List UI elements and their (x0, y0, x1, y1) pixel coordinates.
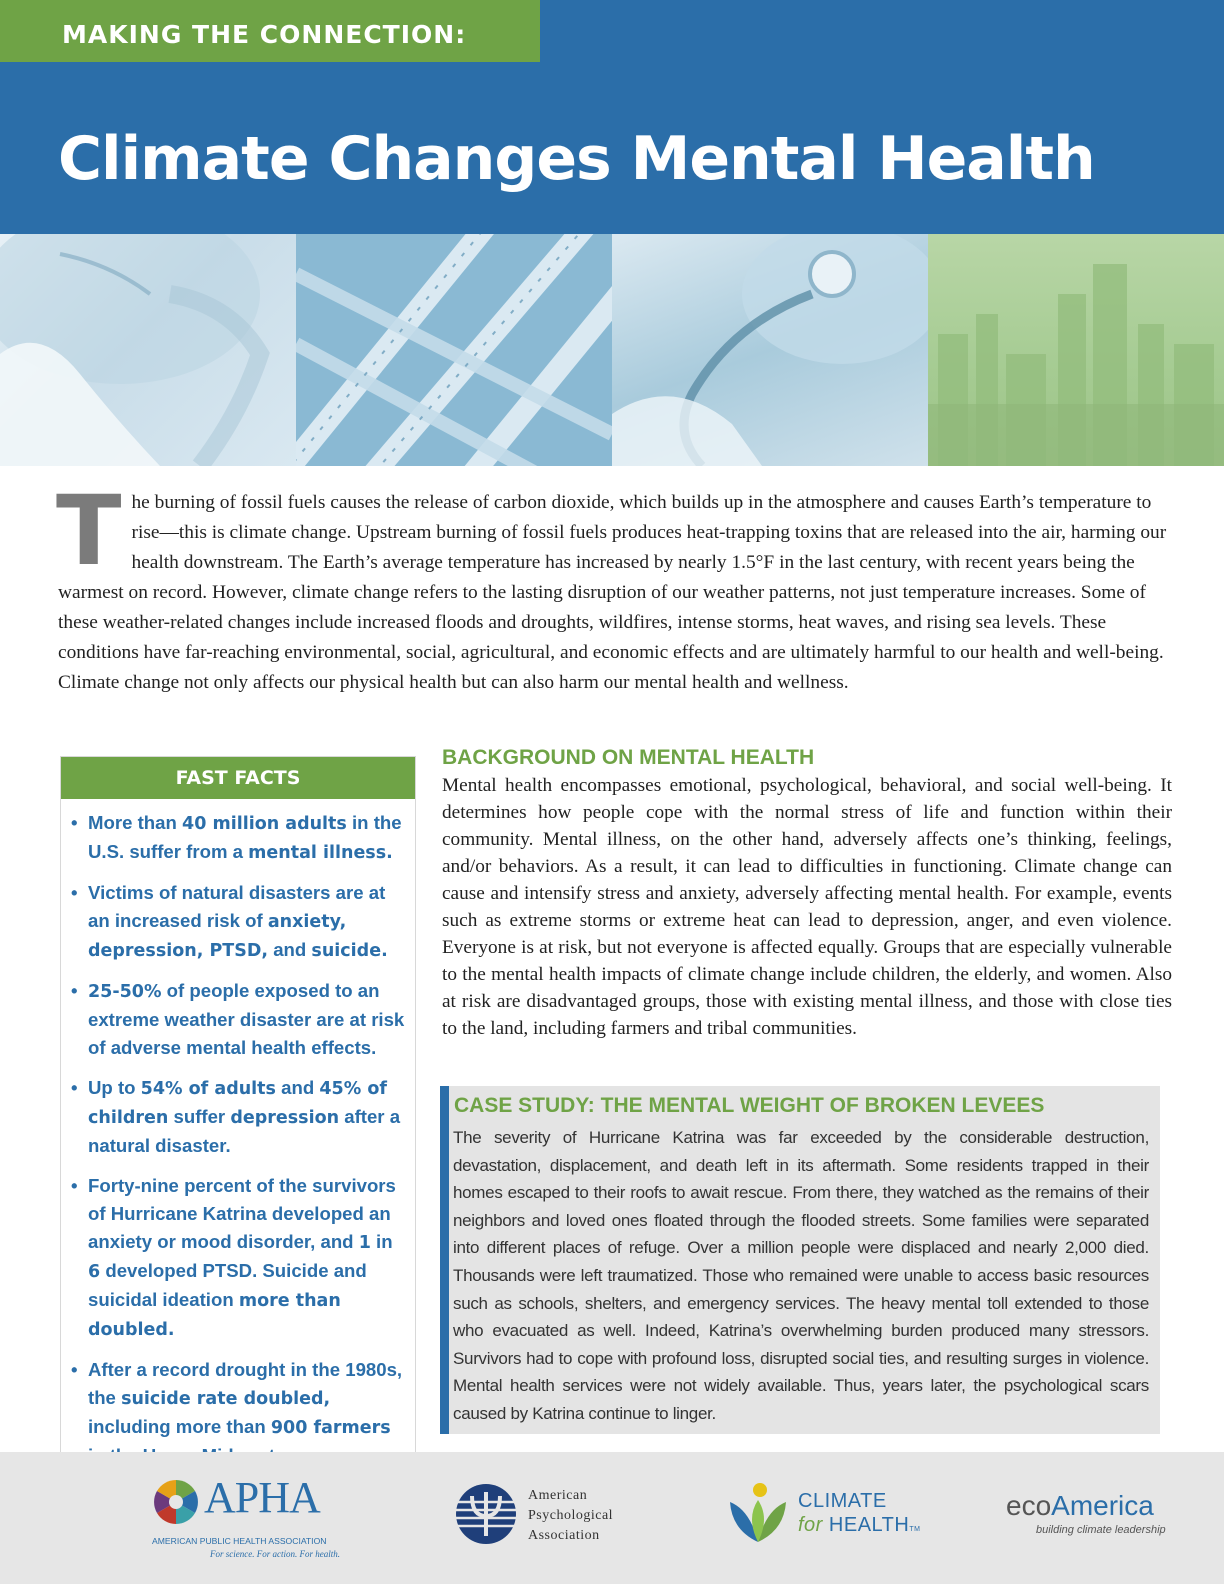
fact-item: • Victims of natural disasters are at an increased risk of anxiety, depression, PTSD, and suicide. (71, 879, 405, 965)
fact-item: • 25-50% of people exposed to an extreme weather disaster are at risk of adverse mental health effects. (71, 977, 405, 1062)
fast-facts-title: FAST FACTS (61, 757, 415, 799)
footer-logos (0, 1452, 1224, 1584)
climate-for-health-leaf-icon (726, 1480, 790, 1546)
photo-smoggy-city (928, 234, 1224, 466)
photo-stethoscope (612, 234, 928, 466)
case-study-accent-bar (440, 1086, 449, 1434)
case-study-heading: CASE STUDY: THE MENTAL WEIGHT OF BROKEN LEVEES (454, 1094, 1045, 1117)
apha-name: APHA (204, 1473, 320, 1522)
apa-name: American Psychological Association (528, 1488, 614, 1543)
photo-strip (0, 234, 1224, 466)
ecoamerica-tagline: building climate leadership (1036, 1524, 1166, 1536)
kicker-band (0, 0, 540, 62)
climate-for-health-logo (726, 1478, 936, 1548)
photo-highway-overpass (296, 234, 612, 466)
fact-item: • Forty-nine percent of the survivors of Hurricane Katrina developed an anxiety or mood disorder, and 1 in 6 developed PTSD. Suicide and suicidal ideation more than doubled. (71, 1172, 405, 1344)
photo-highway-illustration (296, 234, 612, 466)
apha-pinwheel-icon (152, 1478, 200, 1526)
fact-item: • After a record drought in the 1980s, the suicide rate doubled, including more than 900 farmers (71, 1356, 405, 1470)
fast-facts-box (60, 756, 416, 1456)
fact-item: • Up to 54% of adults and 45% of children suffer depression after a natural disaster. (71, 1074, 405, 1160)
photo-stethoscope-illustration (612, 234, 928, 466)
apha-logo (152, 1474, 352, 1558)
intro-paragraph (56, 475, 1170, 698)
case-study-text: The severity of Hurricane Katrina was far exceeded by the considerable destruction, devastation, displacement, and death left in its aftermath. Some residents trapped in their homes escaped to their roofs to await rescue. From there, they watched as the remains of their neighbors and loved ones floated through the flooded streets. Some families were separated into different places of refuge. Over a million people were displaced and nearly 2,000 died. Thousands were left traumatized. Those who remained were unable to access basic resources such as schools, shelters, and emergency services. The heavy mental toll extended to those who evacuated as well. Indeed, Katrina’s overwhelming burden produced many stressors. Survivors had to cope with profound loss, disrupted social ties, and resulting surges in violence. Mental health services were not widely available. Thus, years later, the psychological scars caused by Katrina continue to linger. (453, 1128, 1149, 1423)
background-text: Mental health encompasses emotional, psychological, behavioral, and social well-being. It determines how people cope with the normal stress of life and function within their community. Mental illness, on the other hand, adversely affects one’s thinking, feelings, and/or behaviors. As a result, it can lead to difficulties in functioning. Climate change can cause and intensify stress and anxiety, adversely affecting mental health. For example, events such as extreme storms or extreme heat can lead to depression, anger, and even violence. Everyone is at risk, but not everyone is affected equally. Groups that are especially vulnerable to the mental health impacts of climate change include children, the elderly, and women. Also at risk are disadvantaged groups, those with existing mental illness, and those with close ties to the land, including farmers and tribal communities. (442, 775, 1172, 1039)
ecoamerica-name: ecoAmerica (1006, 1490, 1154, 1521)
drop-cap: T (56, 475, 122, 587)
photo-city-illustration (928, 234, 1224, 466)
ecoamerica-logo (1006, 1490, 1176, 1540)
cfh-line1: CLIMATE (798, 1490, 887, 1512)
photo-woman-crying (0, 234, 296, 466)
photo-woman-illustration (0, 234, 296, 466)
apha-tagline: For science. For action. For health. (210, 1549, 340, 1559)
fast-facts-list (61, 799, 415, 1470)
case-study-box (440, 1086, 1160, 1434)
page-title: Climate Changes Mental Health (58, 124, 1095, 194)
header-banner (0, 0, 1224, 234)
apa-logo (454, 1482, 654, 1552)
apha-full-name: AMERICAN PUBLIC HEALTH ASSOCIATION (152, 1536, 327, 1546)
apa-psi-icon (454, 1482, 518, 1546)
intro-text: he burning of fossil fuels causes the release of carbon dioxide, which builds up in the atmosphere and causes Earth’s temperature to rise—this is climate change. Upstream burning of fossil fuels produces heat-trapping toxins that are released into the air, harming our health downstream. The Earth’s average temperature has increased by nearly 1.5°F in the last century, with recent years being the warmest on record. However, climate change refers to the lasting disruption of our weather patterns, not just temperature increases. Some of these weather-related changes include increased floods and droughts, wildfires, intense storms, heat waves, and rising sea levels. These conditions have far-reaching environmental, social, agricultural, and economic effects and are ultimately harmful to our health and well-being. Climate change not only affects our physical health but can also harm our mental health and wellness. (58, 492, 1167, 693)
cfh-line2: for HEALTHTM (798, 1514, 921, 1536)
fact-item: • More than 40 million adults in the U.S. suffer from a mental illness. (71, 809, 405, 867)
kicker-text: MAKING THE CONNECTION: (62, 20, 467, 49)
background-heading: BACKGROUND ON MENTAL HEALTH (442, 746, 815, 769)
